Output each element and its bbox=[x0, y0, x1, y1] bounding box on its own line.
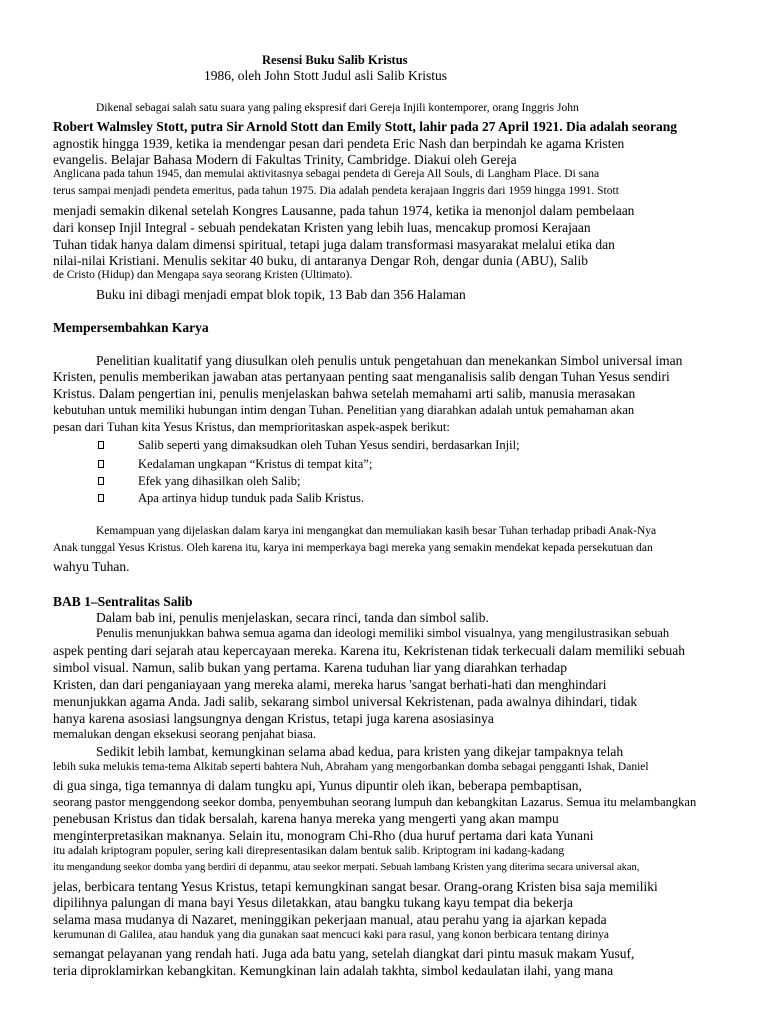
chapter-line: menunjukkan agama Anda. Jadi salib, sekarang simbol universal Kekristenan, pada awalnya dihindari, tidak bbox=[53, 694, 638, 709]
chapter-line: lebih suka melukis tema-tema Alkitab seperti bahtera Nuh, Abraham yang mengorbankan domba sebagai pengganti Ishak, Daniel bbox=[53, 761, 649, 773]
intro-line: nilai-nilai Kristiani. Menulis sekitar 40 buku, di antaranya Dengar Roh, dengar dunia (ABU), Salib bbox=[53, 253, 589, 268]
intro-line: menjadi semakin dikenal setelah Kongres Lausanne, pada tahun 1974, ketika ia menonjol dalam pembelaan bbox=[53, 203, 635, 218]
chapter-line: dipilihnya palungan di mana bayi Yesus diletakkan, atau bangku tukang kayu tempat dia bekerja bbox=[53, 895, 573, 910]
chapter-line: Dalam bab ini, penulis menjelaskan, secara rinci, tanda dan simbol salib. bbox=[96, 610, 489, 625]
chapter-line: teria diproklamirkan kebangkitan. Kemungkinan lain adalah takhta, simbol kedaulatan ilahi, yang mana bbox=[53, 963, 614, 978]
chapter-line: semangat pelayanan yang rendah hati. Juga ada batu yang, setelah diangkat dari pintu masuk makam Yusuf, bbox=[53, 946, 635, 961]
chapter-line: Sedikit lebih lambat, kemungkinan selama abad kedua, para kristen yang dikejar tampaknya telah bbox=[96, 744, 624, 759]
paragraph-line: pesan dari Tuhan kita Yesus Kristus, dan memprioritaskan aspek-aspek berikut: bbox=[53, 420, 450, 434]
chapter-line: itu mengandung seekor domba yang berdiri di depanmu, atau seekor merpati. Sebuah lambang Kristen yang diterima secara universal akan, bbox=[53, 862, 640, 873]
paragraph-line: kebutuhan untuk memiliki hubungan intim dengan Tuhan. Penelitian yang diarahkan adalah untuk pemahaman akan bbox=[53, 403, 635, 417]
chapter-line: di gua singa, tiga temannya di dalam tungku api, Yunus dipuntir oleh ikan, beberapa pembaptisan, bbox=[53, 778, 582, 793]
intro-line: Anglicana pada tahun 1945, dan memulai aktivitasnya sebagai pendeta di Gereja All Souls, di Langham Place. Di sana bbox=[53, 168, 600, 180]
chapter-line: itu adalah kriptogram populer, sering kali direpresentasikan dalam bentuk salib. Kriptogram ini kadang-kadang bbox=[53, 845, 565, 857]
intro-line: Robert Walmsley Stott, putra Sir Arnold Stott dan Emily Stott, lahir pada 27 April 1921. Dia adalah seorang bbox=[53, 119, 678, 134]
chapter-line: jelas, berbicara tentang Yesus Kristus, tetapi kemungkinan sangat besar. Orang-orang Kristen bisa saja memiliki bbox=[53, 879, 658, 894]
paragraph-line: Kemampuan yang dijelaskan dalam karya ini mengangkat dan memuliakan kasih besar Tuhan terhadap pribadi Anak-Nya bbox=[96, 525, 657, 537]
intro-line: Dikenal sebagai salah satu suara yang paling ekspresif dari Gereja Injili kontemporer, orang Inggris John bbox=[96, 102, 579, 114]
list-item: Apa artinya hidup tunduk pada Salib Kristus. bbox=[138, 491, 365, 505]
checkbox-bullet-icon bbox=[98, 494, 104, 502]
chapter-line: selama masa mudanya di Nazaret, meninggikan pekerjaan manual, atau perahu yang ia ajarkan kepada bbox=[53, 912, 607, 927]
chapter-line: kerumunan di Galilea, atau handuk yang dia gunakan saat mencuci kaki para rasul, yang konon berbicara tentang dirinya bbox=[53, 929, 609, 941]
chapter-line: Penulis menunjukkan bahwa semua agama dan ideologi memiliki simbol visualnya, yang mengilustrasikan sebuah bbox=[96, 626, 670, 640]
chapter-line: Kristen, dan dari penganiayaan yang mereka alami, mereka harus 'sangat berhati-hati dan menghindari bbox=[53, 677, 607, 692]
paragraph-line: Kristen, penulis memberikan jawaban atas pertanyaan penting saat menganalisis salib dengan Tuhan Yesus sendiri bbox=[53, 369, 670, 384]
intro-line: evangelis. Belajar Bahasa Modern di Fakultas Trinity, Cambridge. Diakui oleh Gereja bbox=[53, 152, 517, 167]
intro-line: dari konsep Injil Integral - sebuah pendekatan Kristen yang lebih luas, mencakup promosi Kerajaan bbox=[53, 220, 591, 235]
intro-line: agnostik hingga 1939, ketika ia mendengar pesan dari pendeta Eric Nash dan berpindah ke agama Kristen bbox=[53, 136, 625, 151]
document-subtitle: 1986, oleh John Stott Judul asli Salib Kristus bbox=[204, 68, 448, 83]
document-title: Resensi Buku Salib Kristus bbox=[262, 53, 408, 67]
list-item: Efek yang dihasilkan oleh Salib; bbox=[138, 474, 301, 488]
chapter-line: hanya karena asosiasi langsungnya dengan Kristus, tetapi juga karena asosiasinya bbox=[53, 711, 494, 726]
intro-line: Buku ini dibagi menjadi empat blok topik, 13 Bab dan 356 Halaman bbox=[96, 287, 466, 302]
checkbox-bullet-icon bbox=[98, 477, 104, 485]
list-item: Kedalaman ungkapan “Kristus di tempat kita”; bbox=[138, 457, 373, 471]
chapter-line: penebusan Kristus dan tidak bersalah, karena hanya mereka yang mengerti yang akan mampu bbox=[53, 811, 559, 826]
chapter-line: menginterpretasikan maknanya. Selain itu, monogram Chi-Rho (dua huruf pertama dari kata Yunani bbox=[53, 828, 594, 843]
chapter-line: aspek penting dari sejarah atau kepercayaan mereka. Karena itu, Kekristenan tidak terkecuali dalam memiliki sebuah bbox=[53, 643, 685, 658]
list-item: Salib seperti yang dimaksudkan oleh Tuhan Yesus sendiri, berdasarkan Injil; bbox=[138, 438, 520, 452]
chapter-line: seorang pastor menggendong seekor domba, penyembuhan seorang lumpuh dan kebangkitan Lazarus. Semua itu melambangkan bbox=[53, 795, 697, 809]
chapter-heading: BAB 1–Sentralitas Salib bbox=[53, 594, 193, 609]
intro-line: terus sampai menjadi pendeta emeritus, pada tahun 1975. Dia adalah pendeta kerajaan Inggris dari 1959 hingga 1991. Stott bbox=[53, 185, 619, 197]
checkbox-bullet-icon bbox=[98, 460, 104, 468]
intro-line: Tuhan tidak hanya dalam dimensi spiritual, tetapi juga dalam transformasi masyarakat melalui etika dan bbox=[53, 237, 615, 252]
chapter-line: memalukan dengan eksekusi seorang penjahat biasa. bbox=[53, 727, 317, 741]
paragraph-line: Kristus. Dalam pengertian ini, penulis menjelaskan bahwa setelah memahami arti salib, manusia merasakan bbox=[53, 386, 636, 401]
paragraph-line: Penelitian kualitatif yang diusulkan oleh penulis untuk pengetahuan dan menekankan Simbol universal iman bbox=[96, 353, 683, 368]
intro-line: de Cristo (Hidup) dan Mengapa saya seorang Kristen (Ultimato). bbox=[53, 269, 353, 281]
section-heading: Mempersembahkan Karya bbox=[53, 320, 209, 335]
paragraph-line: Anak tunggal Yesus Kristus. Oleh karena itu, karya ini memperkaya bagi mereka yang semakin mendekat kepada persekutuan dan bbox=[53, 542, 653, 554]
chapter-line: simbol visual. Namun, salib bukan yang pertama. Karena tuduhan liar yang diarahkan terhadap bbox=[53, 660, 567, 675]
paragraph-line: wahyu Tuhan. bbox=[53, 559, 130, 574]
checkbox-bullet-icon bbox=[98, 441, 104, 449]
